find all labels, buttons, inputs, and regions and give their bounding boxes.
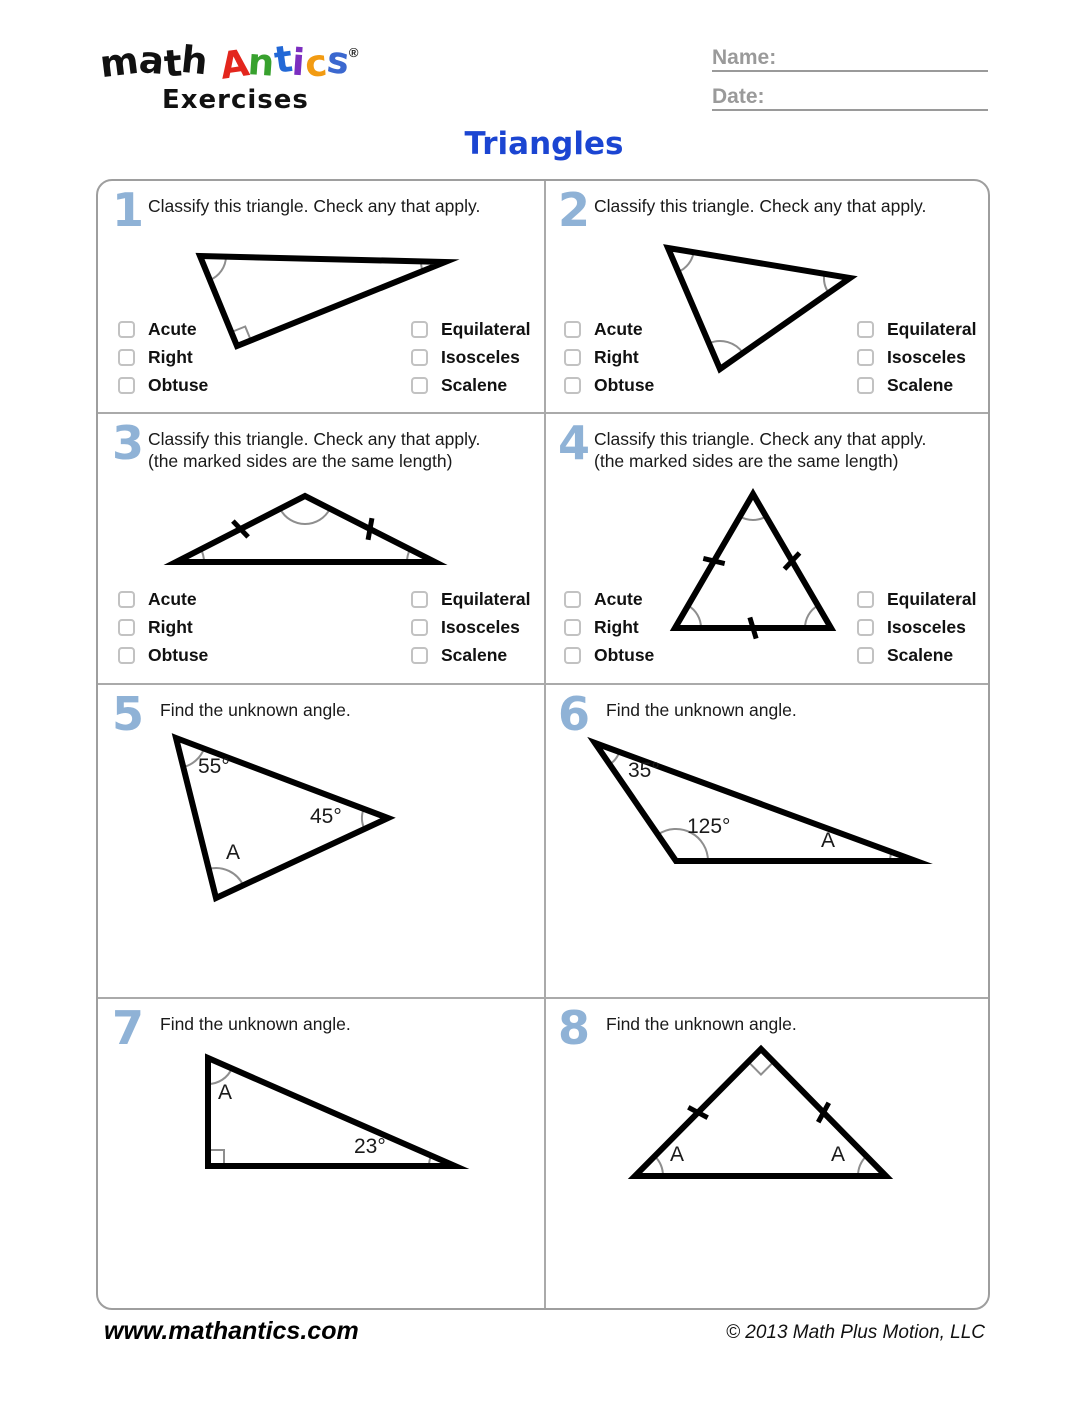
q1-checkbox-isosceles[interactable] bbox=[411, 349, 428, 366]
q1-checkbox-obtuse[interactable] bbox=[118, 377, 135, 394]
footer-copyright: © 2013 Math Plus Motion, LLC bbox=[725, 1322, 985, 1343]
option-label: Isosceles bbox=[887, 616, 966, 637]
question-5-cell bbox=[98, 685, 544, 997]
instruction-text: Find the unknown angle. bbox=[606, 700, 797, 720]
option-label: Obtuse bbox=[148, 374, 209, 395]
instruction-text: Classify this triangle. Check any that apply. (the marked sides are the same length) bbox=[594, 429, 927, 471]
option-label: Scalene bbox=[441, 374, 508, 395]
q1-checkbox-equilateral[interactable] bbox=[411, 321, 428, 338]
option-label: Right bbox=[594, 346, 639, 367]
math-antics-logo bbox=[97, 37, 359, 115]
q2-checkbox-equilateral[interactable] bbox=[857, 321, 874, 338]
registered-trademark-icon: ® bbox=[348, 45, 359, 60]
option-label: Scalene bbox=[887, 374, 954, 395]
name-field[interactable] bbox=[712, 46, 988, 72]
angle-label: 23° bbox=[354, 1135, 386, 1158]
q3-checkbox-scalene[interactable] bbox=[411, 647, 428, 664]
q4-checkbox-acute[interactable] bbox=[564, 591, 581, 608]
q2-checkbox-isosceles[interactable] bbox=[857, 349, 874, 366]
question-6-cell bbox=[544, 685, 992, 997]
option-label: Equilateral bbox=[887, 318, 977, 339]
instruction-text: Find the unknown angle. bbox=[606, 1014, 797, 1034]
angle-label: 125° bbox=[687, 815, 731, 838]
triangle-figure bbox=[544, 685, 992, 997]
question-7-cell bbox=[98, 999, 544, 1310]
option-label: Obtuse bbox=[594, 374, 655, 395]
instruction-text: Classify this triangle. Check any that apply. bbox=[148, 196, 481, 216]
instruction-text: Classify this triangle. Check any that apply. bbox=[594, 196, 927, 216]
date-field[interactable] bbox=[712, 85, 988, 111]
question-number: 3 bbox=[112, 416, 145, 470]
instruction-text: Find the unknown angle. bbox=[160, 1014, 351, 1034]
question-2-cell bbox=[544, 181, 992, 412]
logo-subtitle: Exercises bbox=[162, 85, 309, 115]
worksheet-grid bbox=[96, 179, 990, 1310]
triangle-figure bbox=[98, 999, 544, 1310]
angle-label: 55° bbox=[198, 755, 230, 778]
angle-label: A bbox=[226, 841, 241, 864]
question-number: 2 bbox=[558, 183, 591, 237]
option-label: Acute bbox=[594, 318, 643, 339]
triangle-figure bbox=[544, 999, 992, 1310]
logo-word-antics: Antics bbox=[216, 37, 352, 88]
question-number: 6 bbox=[558, 687, 591, 741]
angle-label: A bbox=[218, 1081, 233, 1104]
option-label: Acute bbox=[148, 318, 197, 339]
question-number: 7 bbox=[112, 1001, 145, 1055]
option-label: Right bbox=[594, 616, 639, 637]
q3-checkbox-acute[interactable] bbox=[118, 591, 135, 608]
logo-word-math: math bbox=[97, 37, 210, 87]
q4-checkbox-equilateral[interactable] bbox=[857, 591, 874, 608]
question-8-cell bbox=[544, 999, 992, 1310]
option-label: Isosceles bbox=[441, 616, 520, 637]
option-label: Isosceles bbox=[441, 346, 520, 367]
option-label: Equilateral bbox=[887, 588, 977, 609]
name-date-block bbox=[712, 46, 988, 124]
angle-label: A bbox=[831, 1143, 846, 1166]
option-label: Equilateral bbox=[441, 588, 531, 609]
angle-label: A bbox=[821, 829, 836, 852]
option-label: Right bbox=[148, 616, 193, 637]
option-label: Obtuse bbox=[594, 644, 655, 665]
instruction-text: Classify this triangle. Check any that apply. (the marked sides are the same length) bbox=[148, 429, 481, 471]
option-label: Acute bbox=[148, 588, 197, 609]
option-label: Scalene bbox=[441, 644, 508, 665]
question-number: 4 bbox=[558, 416, 591, 470]
footer-website: www.mathantics.com bbox=[104, 1317, 359, 1345]
question-4-cell bbox=[544, 414, 992, 683]
date-label: Date: bbox=[712, 85, 765, 108]
option-label: Obtuse bbox=[148, 644, 209, 665]
q4-checkbox-right[interactable] bbox=[564, 619, 581, 636]
option-label: Equilateral bbox=[441, 318, 531, 339]
question-number: 5 bbox=[112, 687, 145, 741]
q3-checkbox-obtuse[interactable] bbox=[118, 647, 135, 664]
option-label: Acute bbox=[594, 588, 643, 609]
name-label: Name: bbox=[712, 46, 777, 69]
angle-label: 35° bbox=[628, 759, 660, 782]
question-number: 8 bbox=[558, 1001, 591, 1055]
option-label: Scalene bbox=[887, 644, 954, 665]
q4-checkbox-obtuse[interactable] bbox=[564, 647, 581, 664]
question-1-cell bbox=[98, 181, 544, 412]
q2-checkbox-obtuse[interactable] bbox=[564, 377, 581, 394]
triangle-figure bbox=[98, 685, 544, 997]
angle-label: 45° bbox=[310, 805, 342, 828]
option-label: Isosceles bbox=[887, 346, 966, 367]
instruction-text: Find the unknown angle. bbox=[160, 700, 351, 720]
q2-checkbox-acute[interactable] bbox=[564, 321, 581, 338]
q2-checkbox-scalene[interactable] bbox=[857, 377, 874, 394]
q3-checkbox-right[interactable] bbox=[118, 619, 135, 636]
q1-checkbox-right[interactable] bbox=[118, 349, 135, 366]
q4-checkbox-scalene[interactable] bbox=[857, 647, 874, 664]
q2-checkbox-right[interactable] bbox=[564, 349, 581, 366]
page-title: Triangles bbox=[464, 126, 624, 162]
q3-checkbox-equilateral[interactable] bbox=[411, 591, 428, 608]
option-label: Right bbox=[148, 346, 193, 367]
question-number: 1 bbox=[112, 183, 145, 237]
question-3-cell bbox=[98, 414, 544, 683]
q3-checkbox-isosceles[interactable] bbox=[411, 619, 428, 636]
angle-label: A bbox=[670, 1143, 685, 1166]
q1-checkbox-scalene[interactable] bbox=[411, 377, 428, 394]
q1-checkbox-acute[interactable] bbox=[118, 321, 135, 338]
q4-checkbox-isosceles[interactable] bbox=[857, 619, 874, 636]
